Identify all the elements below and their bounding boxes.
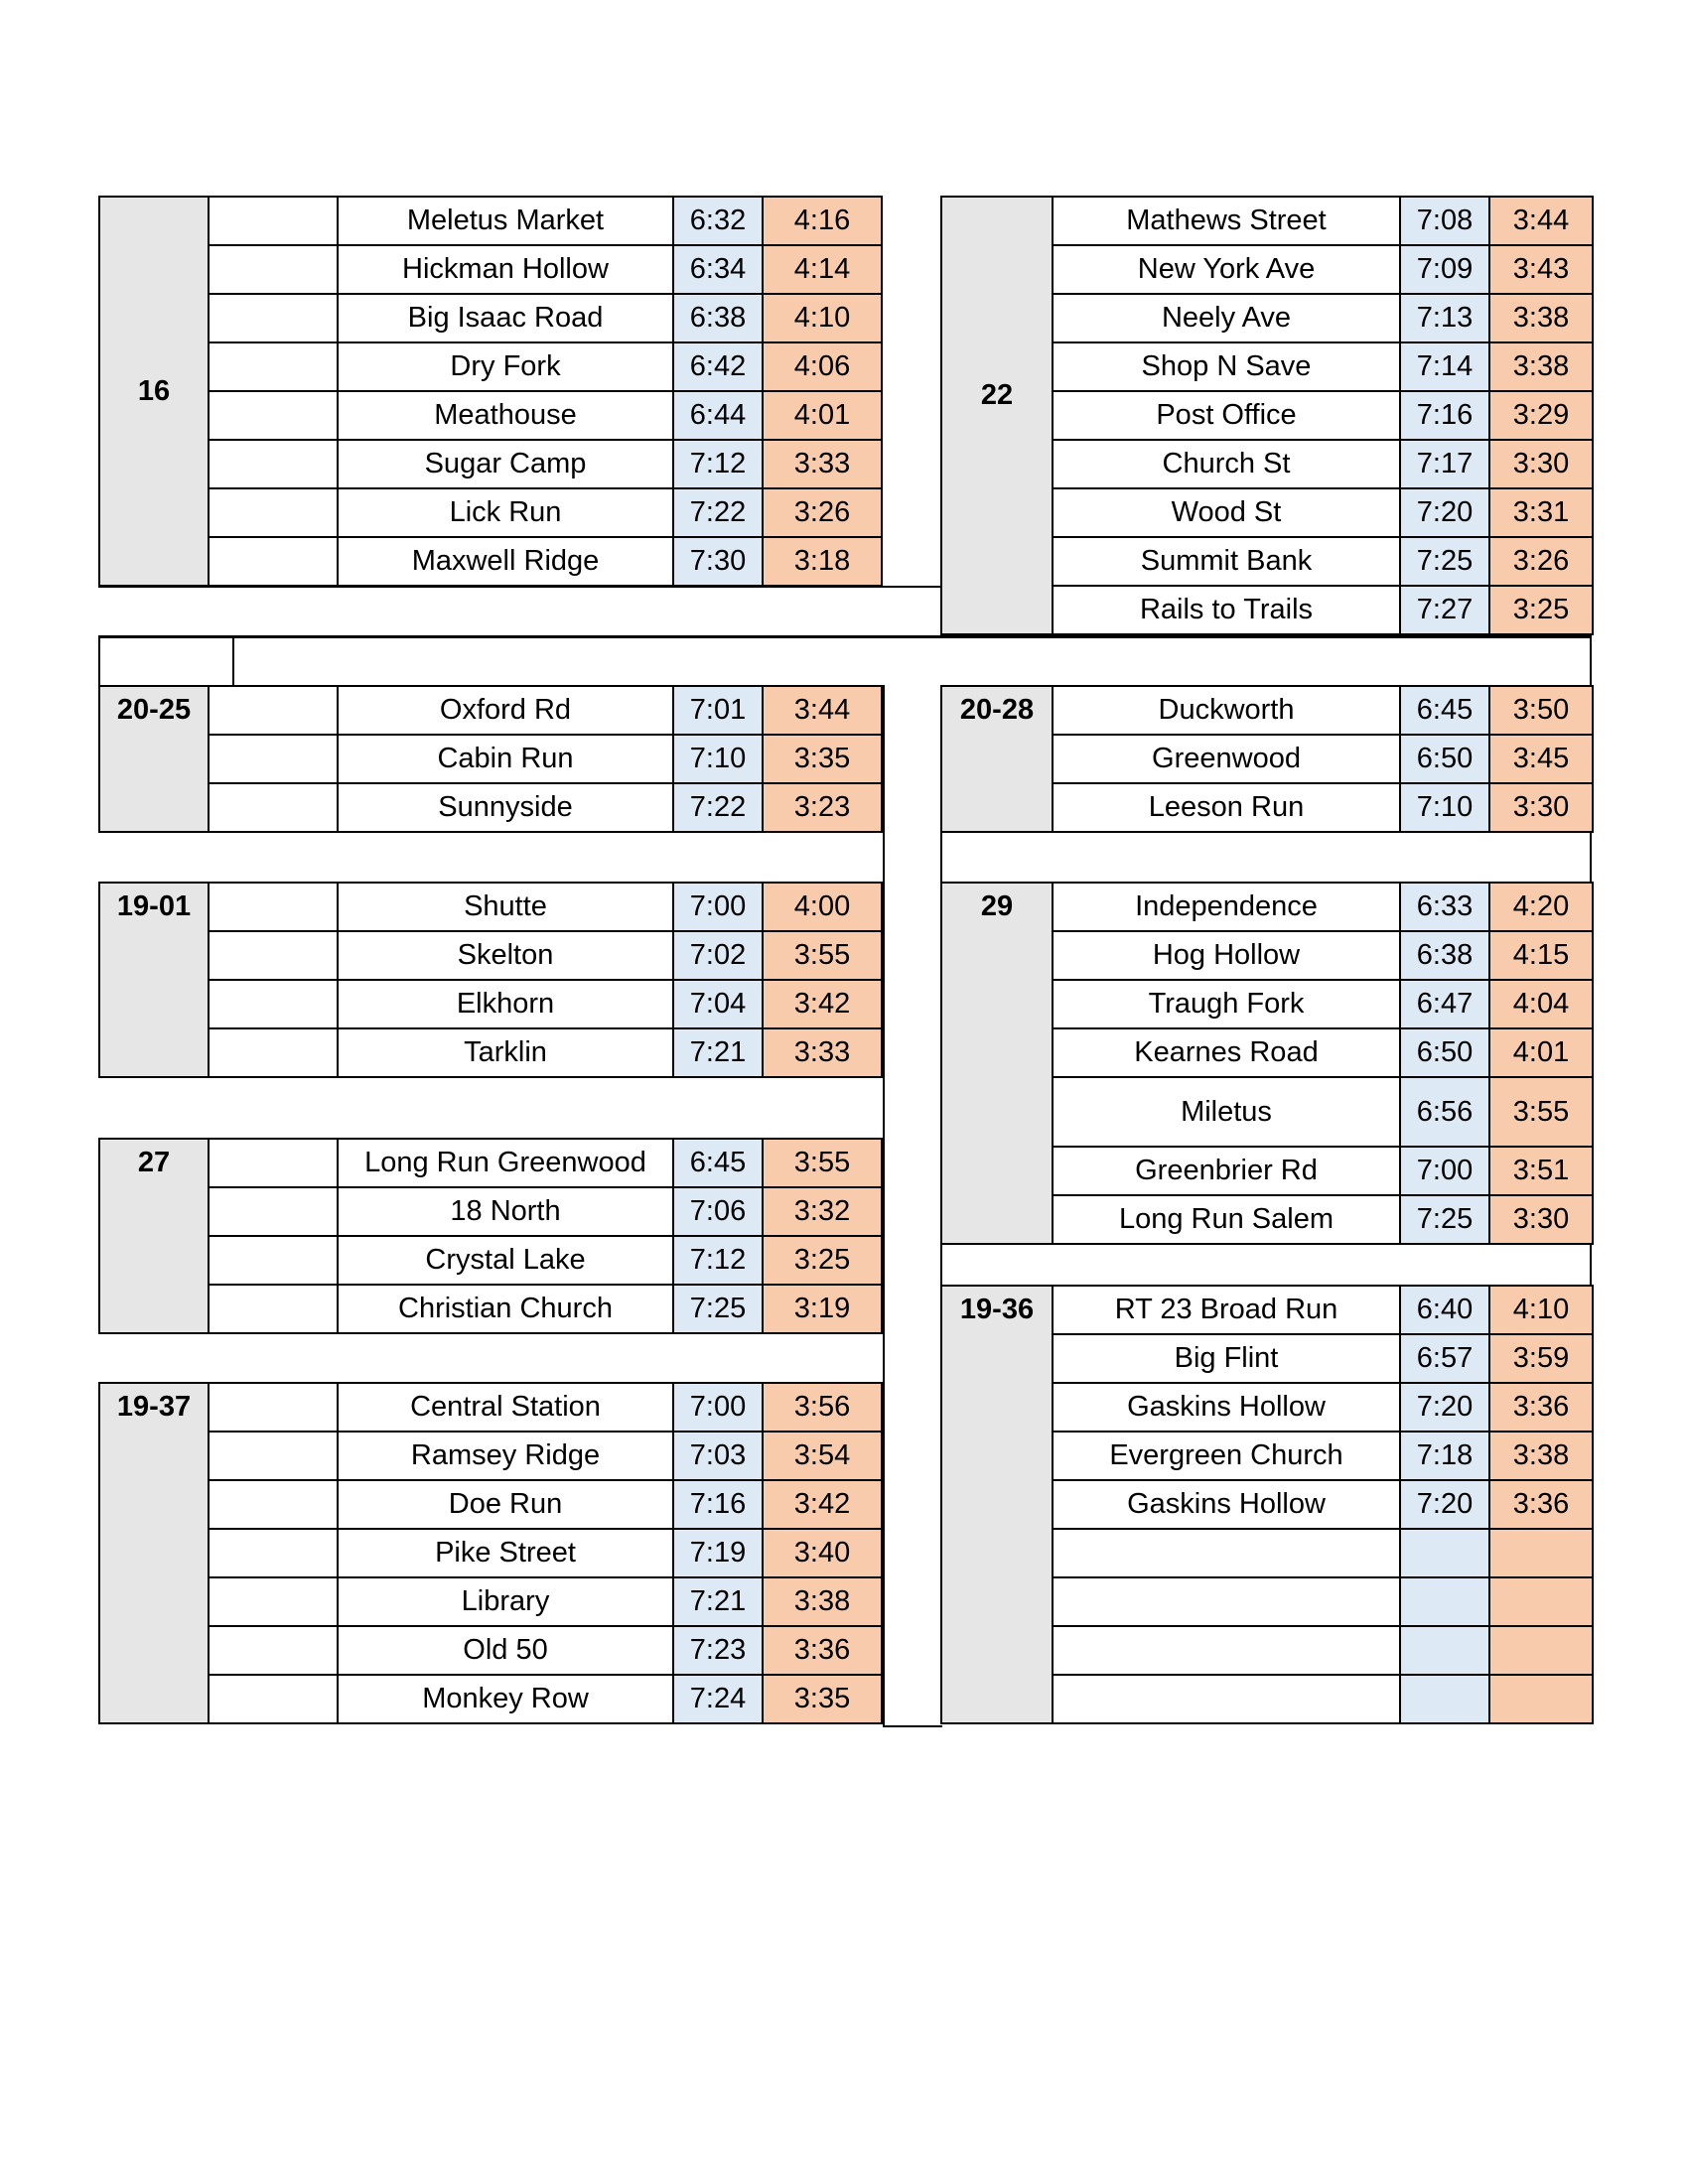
stop-name: RT 23 Broad Run <box>1053 1286 1400 1334</box>
stop-name: Meletus Market <box>338 197 673 245</box>
stop-name: Pike Street <box>338 1529 673 1577</box>
am-time: 7:10 <box>673 735 763 783</box>
divider <box>232 635 234 685</box>
am-time: 6:42 <box>673 342 763 391</box>
route-number: 19-36 <box>941 1286 1053 1723</box>
am-time: 7:21 <box>673 1577 763 1626</box>
am-time <box>1400 1675 1489 1723</box>
pm-time: 4:01 <box>1489 1028 1593 1077</box>
pm-time: 4:01 <box>763 391 882 440</box>
stop-name: Hickman Hollow <box>338 245 673 294</box>
am-time: 7:18 <box>1400 1432 1489 1480</box>
pm-time: 3:35 <box>763 735 882 783</box>
am-time: 7:27 <box>1400 586 1489 634</box>
stop-name: Post Office <box>1053 391 1400 440</box>
pm-time: 3:38 <box>1489 342 1593 391</box>
divider <box>1590 635 1592 685</box>
am-time: 7:01 <box>673 686 763 735</box>
route-number: 20-25 <box>99 686 209 832</box>
stop-name: Kearnes Road <box>1053 1028 1400 1077</box>
stop-name: Evergreen Church <box>1053 1432 1400 1480</box>
stop-name <box>1053 1626 1400 1675</box>
am-time: 7:00 <box>1400 1147 1489 1195</box>
stop-name: Church St <box>1053 440 1400 488</box>
stop-name: Rails to Trails <box>1053 586 1400 634</box>
pm-time: 3:55 <box>763 931 882 980</box>
pm-time: 4:14 <box>763 245 882 294</box>
stop-name: Monkey Row <box>338 1675 673 1723</box>
am-time: 6:45 <box>673 1139 763 1187</box>
pm-time: 3:25 <box>1489 586 1593 634</box>
pm-time: 3:38 <box>1489 294 1593 342</box>
divider <box>883 1725 942 1727</box>
am-time: 7:03 <box>673 1432 763 1480</box>
stop-name: Shop N Save <box>1053 342 1400 391</box>
pm-time: 3:42 <box>763 980 882 1028</box>
pm-time: 3:29 <box>1489 391 1593 440</box>
am-time: 7:00 <box>673 1383 763 1432</box>
pm-time: 3:33 <box>763 1028 882 1077</box>
divider <box>1590 832 1592 882</box>
am-time: 7:09 <box>1400 245 1489 294</box>
am-time: 7:16 <box>673 1480 763 1529</box>
stop-name: Big Isaac Road <box>338 294 673 342</box>
pm-time: 3:43 <box>1489 245 1593 294</box>
am-time <box>1400 1577 1489 1626</box>
pm-time: 4:16 <box>763 197 882 245</box>
am-time: 7:02 <box>673 931 763 980</box>
stop-name: Tarklin <box>338 1028 673 1077</box>
route-number: 19-01 <box>99 883 209 1077</box>
pm-time: 3:35 <box>763 1675 882 1723</box>
pm-time: 3:30 <box>1489 1195 1593 1244</box>
am-time: 7:20 <box>1400 1383 1489 1432</box>
am-time: 7:12 <box>673 1236 763 1285</box>
route-20-28-table <box>940 685 1594 833</box>
pm-time: 3:44 <box>763 686 882 735</box>
pm-time <box>1489 1626 1593 1675</box>
stop-name: Oxford Rd <box>338 686 673 735</box>
stop-name: Old 50 <box>338 1626 673 1675</box>
pm-time: 3:45 <box>1489 735 1593 783</box>
stop-name: Greenbrier Rd <box>1053 1147 1400 1195</box>
am-time: 7:21 <box>673 1028 763 1077</box>
am-time: 6:40 <box>1400 1286 1489 1334</box>
stop-name: Maxwell Ridge <box>338 537 673 586</box>
am-time: 7:12 <box>673 440 763 488</box>
am-time: 6:47 <box>1400 980 1489 1028</box>
route-19-37-table <box>98 1382 883 1724</box>
am-time <box>1400 1626 1489 1675</box>
stop-name: Long Run Salem <box>1053 1195 1400 1244</box>
am-time: 6:38 <box>673 294 763 342</box>
am-time: 7:19 <box>673 1529 763 1577</box>
am-time: 7:20 <box>1400 488 1489 537</box>
stop-name: Cabin Run <box>338 735 673 783</box>
am-time: 7:22 <box>673 783 763 832</box>
stop-name: Gaskins Hollow <box>1053 1383 1400 1432</box>
pm-time: 4:00 <box>763 883 882 931</box>
am-time: 7:00 <box>673 883 763 931</box>
divider <box>940 832 942 882</box>
am-time: 6:50 <box>1400 735 1489 783</box>
pm-time <box>1489 1675 1593 1723</box>
pm-time: 3:54 <box>763 1432 882 1480</box>
stop-name: Sugar Camp <box>338 440 673 488</box>
stop-name: Ramsey Ridge <box>338 1432 673 1480</box>
route-number: 20-28 <box>941 686 1053 832</box>
pm-time: 3:33 <box>763 440 882 488</box>
stop-name: Lick Run <box>338 488 673 537</box>
stop-name: Christian Church <box>338 1285 673 1333</box>
stop-name: Library <box>338 1577 673 1626</box>
pm-time: 3:23 <box>763 783 882 832</box>
stop-name: Miletus <box>1053 1077 1400 1147</box>
route-16-table <box>98 196 883 587</box>
pm-time: 3:30 <box>1489 440 1593 488</box>
stop-name: Shutte <box>338 883 673 931</box>
pm-time: 3:32 <box>763 1187 882 1236</box>
am-time: 7:14 <box>1400 342 1489 391</box>
am-time: 6:44 <box>673 391 763 440</box>
am-time: 6:57 <box>1400 1334 1489 1383</box>
am-time: 7:25 <box>1400 537 1489 586</box>
stop-name: Central Station <box>338 1383 673 1432</box>
pm-time: 3:59 <box>1489 1334 1593 1383</box>
stop-name: Wood St <box>1053 488 1400 537</box>
am-time: 7:20 <box>1400 1480 1489 1529</box>
stop-name: Elkhorn <box>338 980 673 1028</box>
pm-time: 4:06 <box>763 342 882 391</box>
am-time: 7:06 <box>673 1187 763 1236</box>
route-19-36-table <box>940 1285 1594 1724</box>
pm-time: 3:31 <box>1489 488 1593 537</box>
am-time: 6:33 <box>1400 883 1489 931</box>
divider <box>98 635 1592 638</box>
pm-time: 3:19 <box>763 1285 882 1333</box>
am-time: 6:38 <box>1400 931 1489 980</box>
stop-name: Neely Ave <box>1053 294 1400 342</box>
am-time: 7:13 <box>1400 294 1489 342</box>
stop-name: Duckworth <box>1053 686 1400 735</box>
am-time: 7:23 <box>673 1626 763 1675</box>
stop-name: Big Flint <box>1053 1334 1400 1383</box>
pm-time <box>1489 1529 1593 1577</box>
route-22-table <box>940 196 1594 635</box>
pm-time: 4:10 <box>763 294 882 342</box>
am-time: 7:04 <box>673 980 763 1028</box>
stop-name: Gaskins Hollow <box>1053 1480 1400 1529</box>
am-time: 6:34 <box>673 245 763 294</box>
pm-time: 3:25 <box>763 1236 882 1285</box>
am-time: 7:10 <box>1400 783 1489 832</box>
am-time: 7:30 <box>673 537 763 586</box>
stop-name <box>1053 1675 1400 1723</box>
route-20-25-table <box>98 685 883 833</box>
pm-time: 3:36 <box>1489 1480 1593 1529</box>
route-number: 19-37 <box>99 1383 209 1723</box>
am-time: 7:22 <box>673 488 763 537</box>
pm-time: 3:36 <box>1489 1383 1593 1432</box>
pm-time: 3:51 <box>1489 1147 1593 1195</box>
stop-name: Sunnyside <box>338 783 673 832</box>
pm-time: 3:38 <box>1489 1432 1593 1480</box>
pm-time: 4:15 <box>1489 931 1593 980</box>
am-time: 7:08 <box>1400 197 1489 245</box>
am-time <box>1400 1529 1489 1577</box>
am-time: 6:32 <box>673 197 763 245</box>
am-time: 6:50 <box>1400 1028 1489 1077</box>
route-number: 29 <box>941 883 1053 1244</box>
divider <box>98 635 100 685</box>
pm-time: 3:26 <box>763 488 882 537</box>
pm-time: 3:44 <box>1489 197 1593 245</box>
divider <box>98 1382 885 1384</box>
stop-name: Independence <box>1053 883 1400 931</box>
stop-name: Crystal Lake <box>338 1236 673 1285</box>
stop-name: Leeson Run <box>1053 783 1400 832</box>
pm-time: 3:42 <box>763 1480 882 1529</box>
pm-time: 3:30 <box>1489 783 1593 832</box>
stop-name: Dry Fork <box>338 342 673 391</box>
route-number: 16 <box>99 197 209 586</box>
pm-time: 3:36 <box>763 1626 882 1675</box>
pm-time: 3:26 <box>1489 537 1593 586</box>
stop-name: Hog Hollow <box>1053 931 1400 980</box>
stop-name: 18 North <box>338 1187 673 1236</box>
stop-name: Skelton <box>338 931 673 980</box>
stop-name: Greenwood <box>1053 735 1400 783</box>
am-time: 7:25 <box>1400 1195 1489 1244</box>
am-time: 7:16 <box>1400 391 1489 440</box>
stop-name: Doe Run <box>338 1480 673 1529</box>
pm-time: 4:10 <box>1489 1286 1593 1334</box>
divider <box>98 586 942 588</box>
am-time: 6:45 <box>1400 686 1489 735</box>
route-number: 27 <box>99 1139 209 1333</box>
stop-name: New York Ave <box>1053 245 1400 294</box>
am-time: 7:24 <box>673 1675 763 1723</box>
pm-time: 3:55 <box>763 1139 882 1187</box>
pm-time: 4:04 <box>1489 980 1593 1028</box>
stop-name: Traugh Fork <box>1053 980 1400 1028</box>
pm-time: 3:38 <box>763 1577 882 1626</box>
stop-name <box>1053 1529 1400 1577</box>
pm-time: 4:20 <box>1489 883 1593 931</box>
stop-name: Mathews Street <box>1053 197 1400 245</box>
pm-time <box>1489 1577 1593 1626</box>
route-number: 22 <box>941 197 1053 634</box>
pm-time: 3:50 <box>1489 686 1593 735</box>
pm-time: 3:55 <box>1489 1077 1593 1147</box>
am-time: 7:25 <box>673 1285 763 1333</box>
route-29-table <box>940 882 1594 1245</box>
stop-name: Meathouse <box>338 391 673 440</box>
stop-name <box>1053 1577 1400 1626</box>
pm-time: 3:18 <box>763 537 882 586</box>
route-27-table <box>98 1138 883 1334</box>
stop-name: Summit Bank <box>1053 537 1400 586</box>
am-time: 6:56 <box>1400 1077 1489 1147</box>
am-time: 7:17 <box>1400 440 1489 488</box>
stop-name: Long Run Greenwood <box>338 1139 673 1187</box>
pm-time: 3:56 <box>763 1383 882 1432</box>
pm-time: 3:40 <box>763 1529 882 1577</box>
divider <box>883 685 885 1727</box>
route-19-01-table <box>98 882 883 1078</box>
